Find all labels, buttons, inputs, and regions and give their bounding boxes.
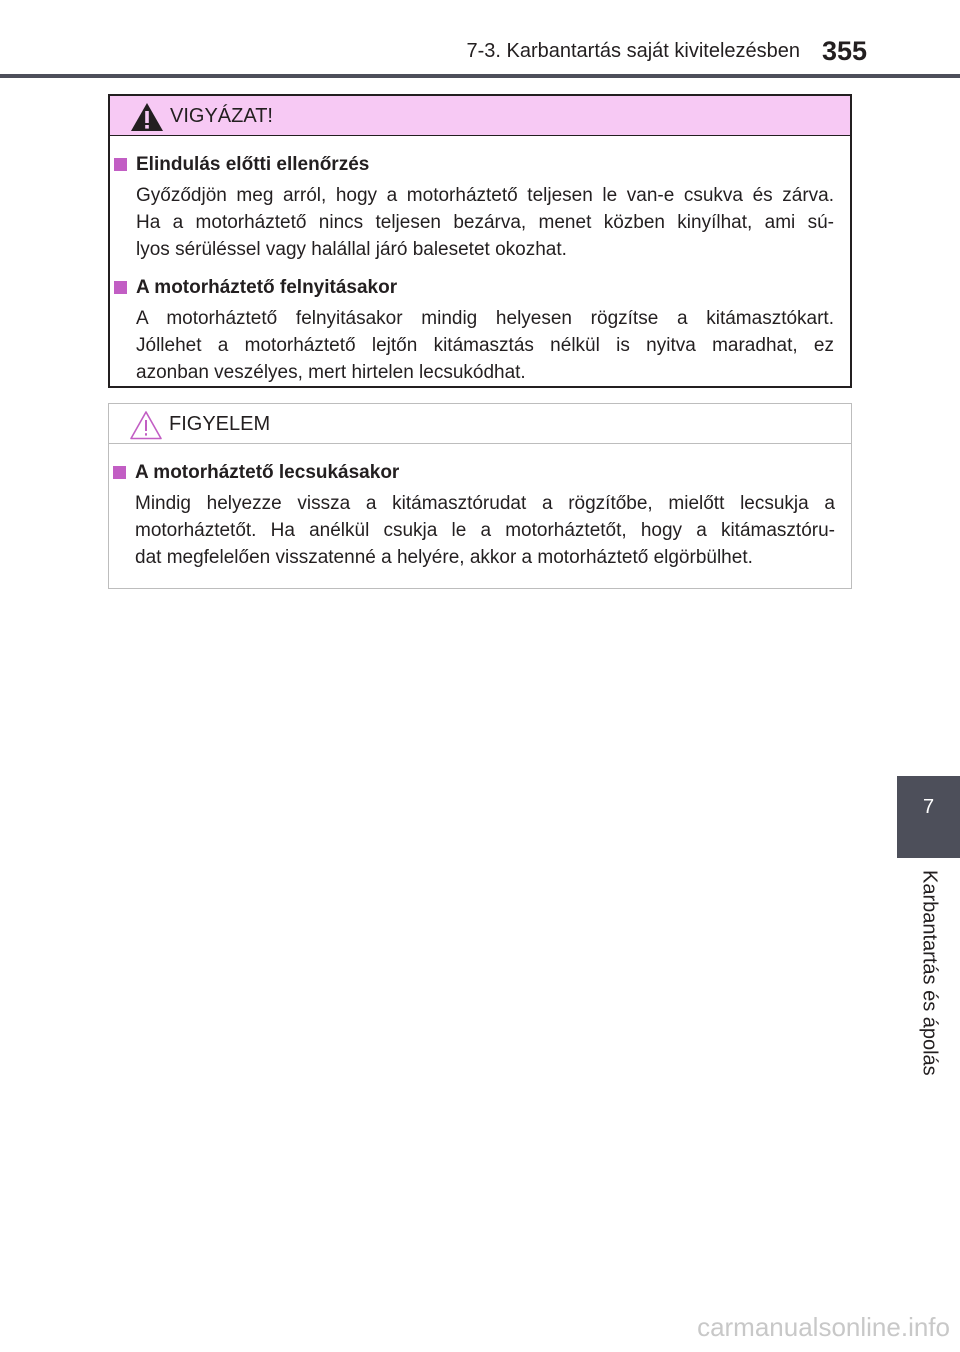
notice-box-header (109, 404, 851, 444)
warning-box (108, 94, 852, 388)
section-body (110, 182, 850, 263)
section-title: A motorháztető felnyitásakor (110, 275, 850, 301)
page-number: 355 (822, 36, 868, 66)
text-line: motorháztetőt. Ha anélkül csukja le a motorháztetőt, hogy a kitámasztóru- (135, 520, 835, 541)
section-body (109, 490, 851, 571)
chapter-number: 7 (922, 796, 935, 818)
text-line: Ha a motorháztető nincs teljesen bezárva, menet közben kinyílhat, ami sú- (136, 212, 834, 233)
warning-box-header (110, 96, 850, 136)
warning-section-2 (110, 275, 850, 386)
section-body (110, 305, 850, 386)
notice-section-1 (109, 460, 851, 571)
text-line: lyos sérüléssel vagy halállal járó balesetet okozhat. (136, 239, 567, 260)
text-line: Jóllehet a motorháztető lejtőn kitámasztás nélkül is nyitva maradhat, ez (136, 335, 834, 356)
header-title: 7-3. Karbantartás saját kivitelezésben (466, 40, 800, 62)
chapter-title: Karbantartás és ápolás (918, 870, 941, 1076)
warning-section-1 (110, 152, 850, 263)
square-bullet-icon (113, 466, 126, 479)
warning-label: VIGYÁZAT! (170, 105, 273, 127)
notice-box (108, 403, 852, 589)
section-title: A motorháztető lecsukásakor (109, 460, 851, 486)
text-line: Győződjön meg arról, hogy a motorháztető teljesen le van-e csukva és zárva. (136, 185, 834, 206)
notice-label: FIGYELEM (169, 413, 271, 435)
warning-triangle-filled-icon (130, 102, 164, 132)
warning-triangle-outline-icon (129, 410, 163, 440)
watermark: carmanualsonline.info (697, 1312, 950, 1342)
square-bullet-icon (114, 158, 127, 171)
square-bullet-icon (114, 281, 127, 294)
section-title: Elindulás előtti ellenőrzés (110, 152, 850, 178)
text-line: A motorháztető felnyitásakor mindig helyesen rögzítse a kitámasztókart. (136, 308, 834, 329)
text-line: dat megfelelően visszatenné a helyére, akkor a motorháztető elgörbülhet. (135, 547, 753, 568)
text-line: Mindig helyezze vissza a kitámasztórudat a rögzítőbe, mielőtt lecsukja a (135, 493, 835, 514)
header-rule (0, 74, 960, 78)
text-line: azonban veszélyes, mert hirtelen lecsukódhat. (136, 362, 526, 383)
